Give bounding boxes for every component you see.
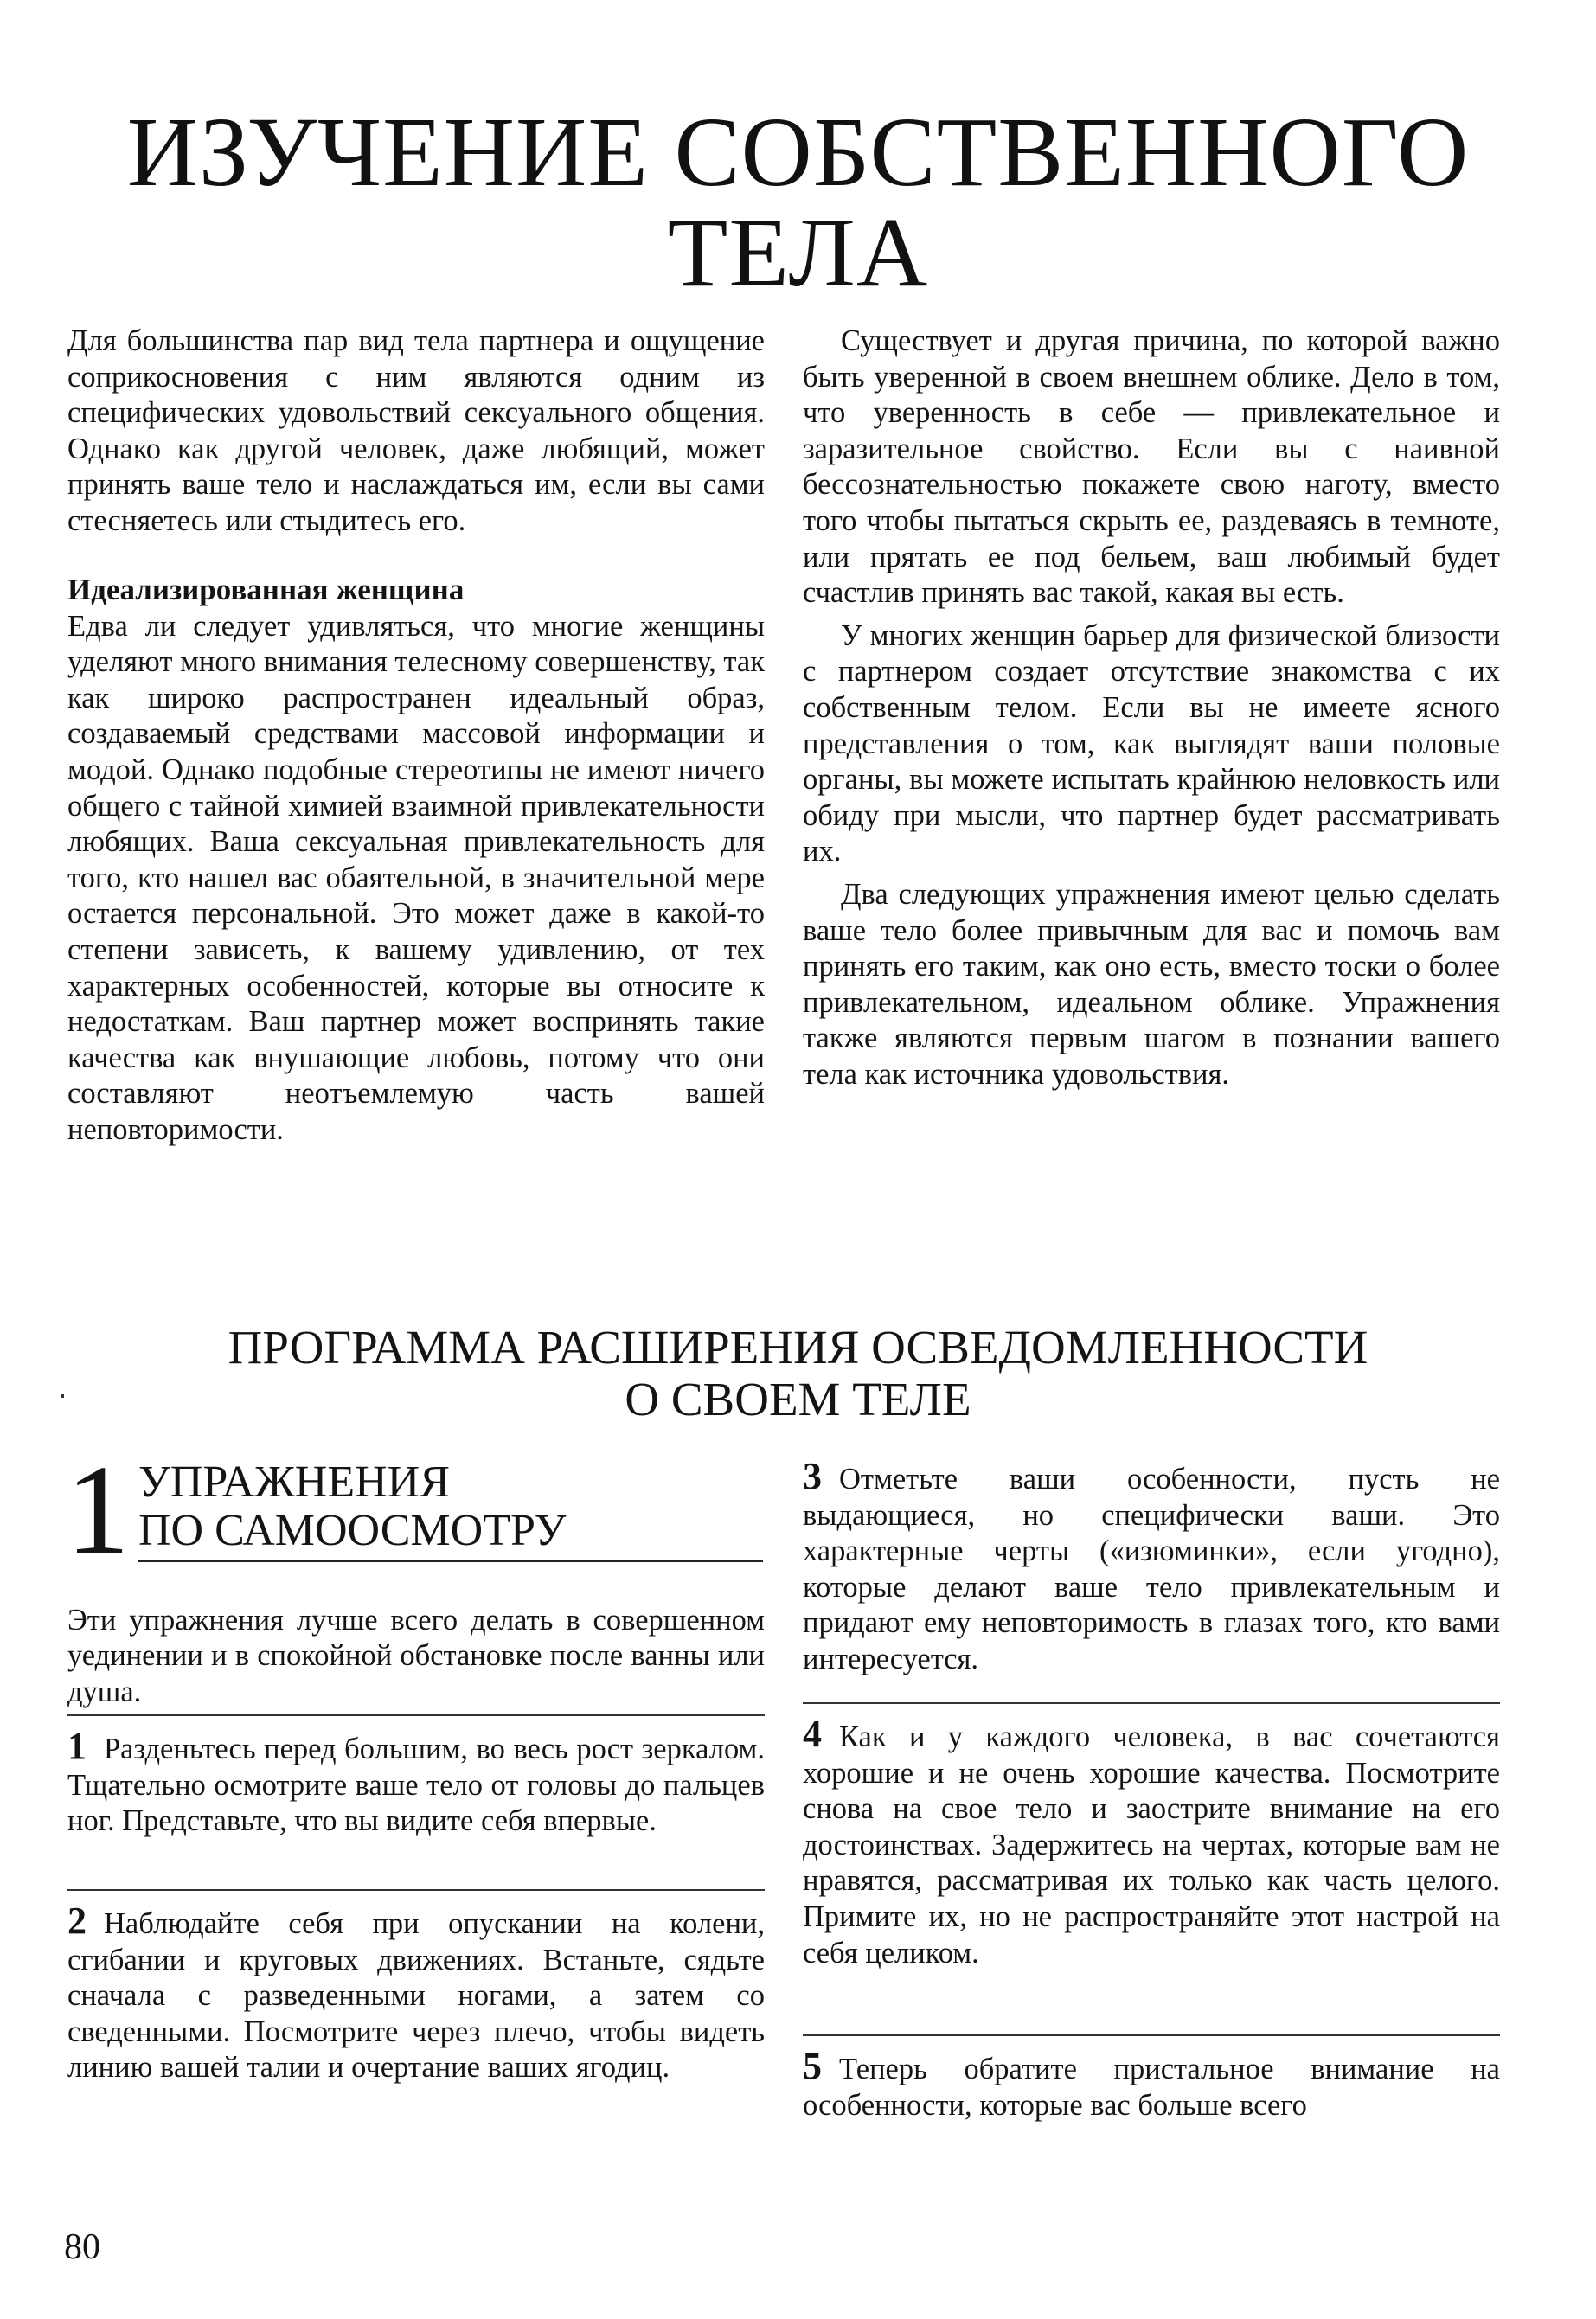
left-column <box>67 324 765 1148</box>
step-text: Разденьтесь перед большим, во весь рост зеркалом. Тщательно осмотрите ваше тело от головы до пальцев ног. Представьте, что вы видите себя впервые. <box>67 1733 765 1838</box>
step-1 <box>67 1725 765 1840</box>
page-title-line-2: ТЕЛА <box>667 197 929 307</box>
right-column <box>803 324 1500 1092</box>
step-number: 1 <box>67 1725 87 1767</box>
exercise-number: 1 <box>66 1439 130 1581</box>
step-text: Наблюдайте себя при опускании на колени, сгибании и круговых движениях. Встаньте, сядьте сначала с разведенными ногами, а затем со сведенными. Посмотрите через плечо, чтобы видеть линию вашей талии и очертание ваших ягодиц. <box>67 1907 765 2085</box>
exercise-heading-line-2: ПО САМООСМОТРУ <box>138 1506 567 1555</box>
page-number: 80 <box>64 2227 100 2267</box>
step-text: Отметьте ваши особенности, пусть не выдающиеся, но специфически ваши. Это характерные черты («изюминки», если угодно), которые делают ваше тело привлекательным и придают ему неповторимость в глазах того, кто вами интересуется. <box>803 1463 1500 1675</box>
exercise-intro: Эти упражнения лучше всего делать в совершенном уединении и в спокойной обстановке после ванны или душа. <box>67 1603 765 1708</box>
exercise-heading <box>66 1439 763 1581</box>
page-title <box>52 97 1544 307</box>
left-intro-paragraph: Для большинства пар вид тела партнера и ощущение соприкосновения с ним являются одним из специфических удовольствий сексуального общения. Однако как другой человек, даже любящий, может принять ваше тело и наслаждаться им, если вы сами стесняетесь или стыдитесь его. <box>67 324 765 537</box>
section-title <box>52 1322 1544 1425</box>
exercise-heading-text <box>138 1458 566 1555</box>
exercise-heading-rule <box>138 1560 763 1562</box>
step-text: Как и у каждого человека, в вас сочетаются хорошие и не очень хорошие качества. Посмотрите снова на свое тело и заострите внимание на его достоинствах. Задержитесь на чертах, которые вам не нравятся, рассматривая их только как часть целого. Примите их, но не распространяйте этот настрой на себя целиком. <box>803 1720 1500 1970</box>
step-2 <box>67 1899 765 2086</box>
section-title-line-1: ПРОГРАММА РАСШИРЕНИЯ ОСВЕДОМЛЕННОСТИ <box>228 1321 1368 1374</box>
exercise-heading-line-1: УПРАЖНЕНИЯ <box>138 1457 450 1507</box>
page-title-line-1: ИЗУЧЕНИЕ СОБСТВЕННОГО <box>126 97 1470 207</box>
section-title-line-2: О СВОЕМ ТЕЛЕ <box>625 1373 971 1425</box>
divider <box>67 1714 765 1716</box>
step-3 <box>803 1455 1500 1678</box>
divider <box>803 2034 1500 2036</box>
right-paragraph-3: Два следующих упражнения имеют целью сделать ваше тело более привычным для вас и помочь вам принять его таким, как оно есть, вместо тоски о более привлекательном, идеальном облике. Упражнения также являются первым шагом в познании вашего тела как источника удовольствия. <box>803 877 1500 1091</box>
step-number: 3 <box>803 1455 822 1497</box>
subheading: Идеализированная женщина <box>67 572 465 606</box>
step-number: 2 <box>67 1899 87 1942</box>
left-body-paragraph: Едва ли следует удивляться, что многие женщины уделяют много внимания телесному совершенству, так как широко распространен идеальный образ, создаваемый средствами массовой информации и модой. Однако подобные стереотипы не имеют ничего общего с тайной химией взаимной привлекательности любящих. Ваша сексуальная привлекательность для того, кто нашел вас обаятельной, в значительной мере остается персональной. Это может даже в какой-то степени зависеть, к вашему удивлению, от тех характерных особенностей, которые вы относите к недостаткам. Ваш партнер может воспринять такие качества как внушающие любовь, потому что они составляют неотъемлемую часть вашей неповторимости. <box>67 609 765 1146</box>
right-paragraph-1: Существует и другая причина, по которой важно быть уверенной в своем внешнем облике. Дело в том, что уверенность в себе — привлекательное и заразительное свойство. Если вы с наивной бессознательностью покажете свою наготу, вместо того чтобы пытаться скрыть ее, раздеваясь в темноте, или прятать ее под бельем, ваш любимый будет счастлив принять вас такой, какая вы есть. <box>803 324 1500 610</box>
step-4 <box>803 1713 1500 1971</box>
divider <box>803 1702 1500 1704</box>
step-number: 4 <box>803 1713 822 1755</box>
step-number: 5 <box>803 2045 822 2087</box>
step-5 <box>803 2045 1500 2124</box>
divider <box>67 1889 765 1891</box>
right-paragraph-2: У многих женщин барьер для физической близости с партнером создает отсутствие знакомства с их собственным телом. Если вы не имеете ясного представления о том, как выглядят ваши половые органы, вы можете испытать крайнюю неловкость или обиду при мысли, что партнер будет рассматривать их. <box>803 618 1500 868</box>
step-text: Теперь обратите пристальное внимание на особенности, которые вас больше всего <box>803 2053 1500 2122</box>
